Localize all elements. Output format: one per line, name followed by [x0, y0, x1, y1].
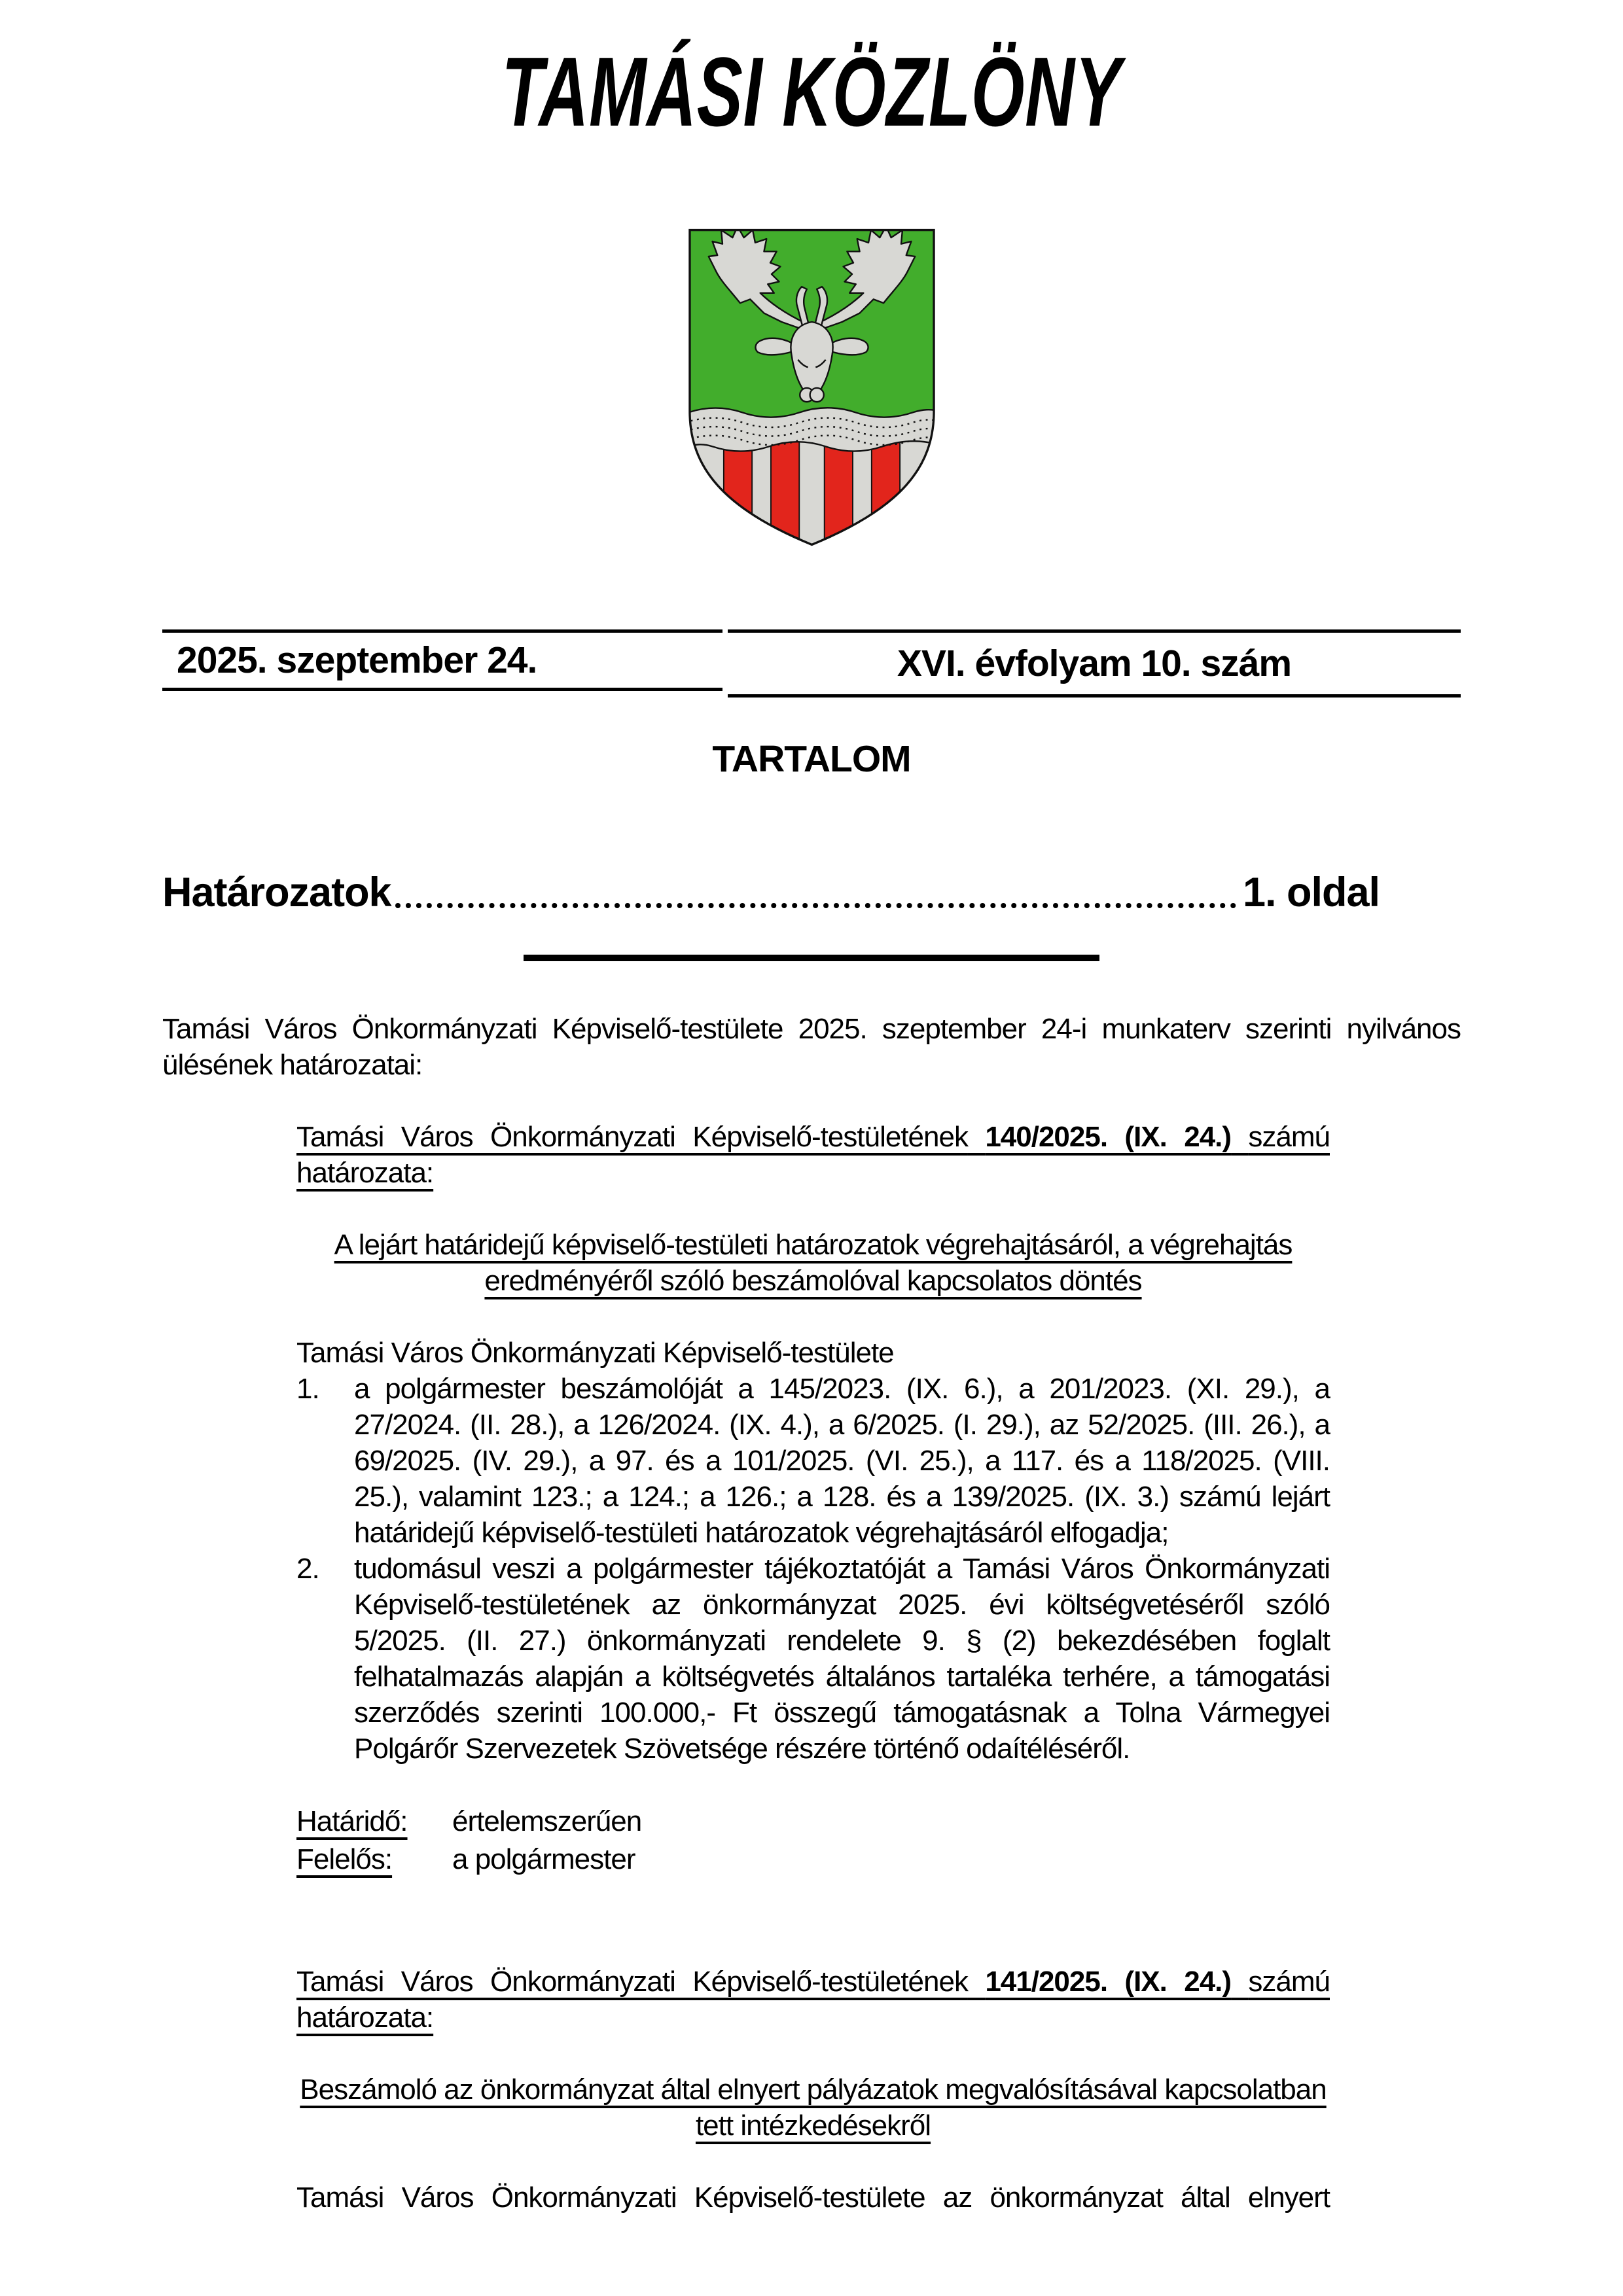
intro-line-1: Tamási Város Önkormányzati Képviselő-testülete 2025. szeptember 24-i munkaterv szerinti nyilvános [162, 1013, 1461, 1045]
resolution-140-heading-line1: Tamási Város Önkormányzati Képviselő-testületének 140/2025. (IX. 24.) számú [296, 1121, 1330, 1153]
resolution-140-meta [296, 1803, 1330, 1879]
resolution-141-number: 141/2025. (IX. 24.) [985, 1966, 1232, 1998]
list-item-text: a polgármester beszámolóját a 145/2023. (IX. 6.), a 201/2023. (XI. 29.), a 27/2024. (II. 28.), a 126/2024. (IX. 4.), a 6/2025. (I. 29.), az 52/2025. (III. 26.), a 69/2025. (IV. 29.), a 97. és a 101/2025. (VI. 25.), a 117. és a 118/2025. (VIII. 25.), valamint 123.; a 124.; a 126.; a 128. és a 139/2025. (IX. 3.) számú lejárt határidejű képviselő-testületi határozatok végrehajtásáról elfogadja; [354, 1373, 1330, 1549]
resolution-140-block [296, 1119, 1330, 1879]
masthead-rule-row [162, 629, 1461, 698]
resolution-141-subject: Beszámoló az önkormányzat által elnyert pályázatok megvalósításával kapcsolatban tett intézkedésekről [300, 2074, 1327, 2142]
volume-issue-number: XVI. évfolyam 10. szám [897, 643, 1292, 684]
resolution-141-heading-line1: Tamási Város Önkormányzati Képviselő-testületének 141/2025. (IX. 24.) számú [296, 1966, 1330, 1998]
responsible-value: a polgármester [452, 1843, 635, 1875]
deadline-label: Határidő: [296, 1805, 408, 1837]
toc-dot-leader [395, 903, 1236, 908]
tamasi-coat-of-arms [679, 224, 945, 551]
toc-entry-page: 1. oldal [1242, 870, 1380, 915]
intro-paragraph [162, 1011, 1461, 1083]
coat-of-arms-graphic [679, 224, 945, 551]
list-item-number: 1. [296, 1373, 319, 1405]
toc-entry [162, 868, 1380, 917]
page-title: TAMÁSI KÖZLÖNY [501, 37, 1122, 147]
masthead-issue-cell [728, 629, 1461, 698]
resolution-140-item-1 [296, 1371, 1330, 1551]
toc-entry-label: Határozatok [162, 870, 391, 915]
responsible-row [296, 1841, 1330, 1879]
resolution-140-heading-line2: határozata: [296, 1157, 434, 1189]
resolution-140-subject: A lejárt határidejű képviselő-testületi határozatok végrehajtásáról, a végrehajtás eredményéről szóló beszámolóval kapcsolatos döntés [334, 1229, 1293, 1297]
masthead-date-cell [162, 629, 722, 691]
issue-date: 2025. szeptember 24. [177, 639, 537, 681]
list-item-number: 2. [296, 1553, 319, 1585]
resolution-141-continuation-paragraph: Tamási Város Önkormányzati Képviselő-testülete az önkormányzat által elnyert [296, 2181, 1330, 2214]
resolution-140-number: 140/2025. (IX. 24.) [985, 1121, 1232, 1153]
intro-line-2: ülésének határozatai: [162, 1049, 423, 1081]
deadline-value: értelemszerűen [452, 1805, 642, 1837]
responsible-label: Felelős: [296, 1843, 393, 1875]
list-item-text: tudomásul veszi a polgármester tájékoztatóját a Tamási Város Önkormányzati Képviselő-testületének az önkormányzat 2025. évi költségvetéséről szóló 5/2025. (II. 27.) önkormányzati rendelete 9. § (2) bekezdésében foglalt felhatalmazás alapján a költségvetés általános tartaléka terhére, a támogatási szerződés szerinti 100.000,- Ft összegű támogatásnak a Tolna Vármegyei Polgárőr Szervezetek Szövetsége részére történő odaítéléséről. [354, 1553, 1330, 1765]
resolution-141-block [296, 1964, 1330, 2216]
resolution-140-heading [296, 1119, 1330, 1191]
section-divider-bar [524, 955, 1099, 961]
resolution-140-body-intro: Tamási Város Önkormányzati Képviselő-testülete [296, 1337, 894, 1369]
resolution-141-heading [296, 1964, 1330, 2036]
toc-heading: TARTALOM [712, 738, 911, 780]
deadline-row [296, 1803, 1330, 1841]
resolution-141-heading-line2: határozata: [296, 2002, 434, 2034]
resolution-140-item-2 [296, 1551, 1330, 1767]
